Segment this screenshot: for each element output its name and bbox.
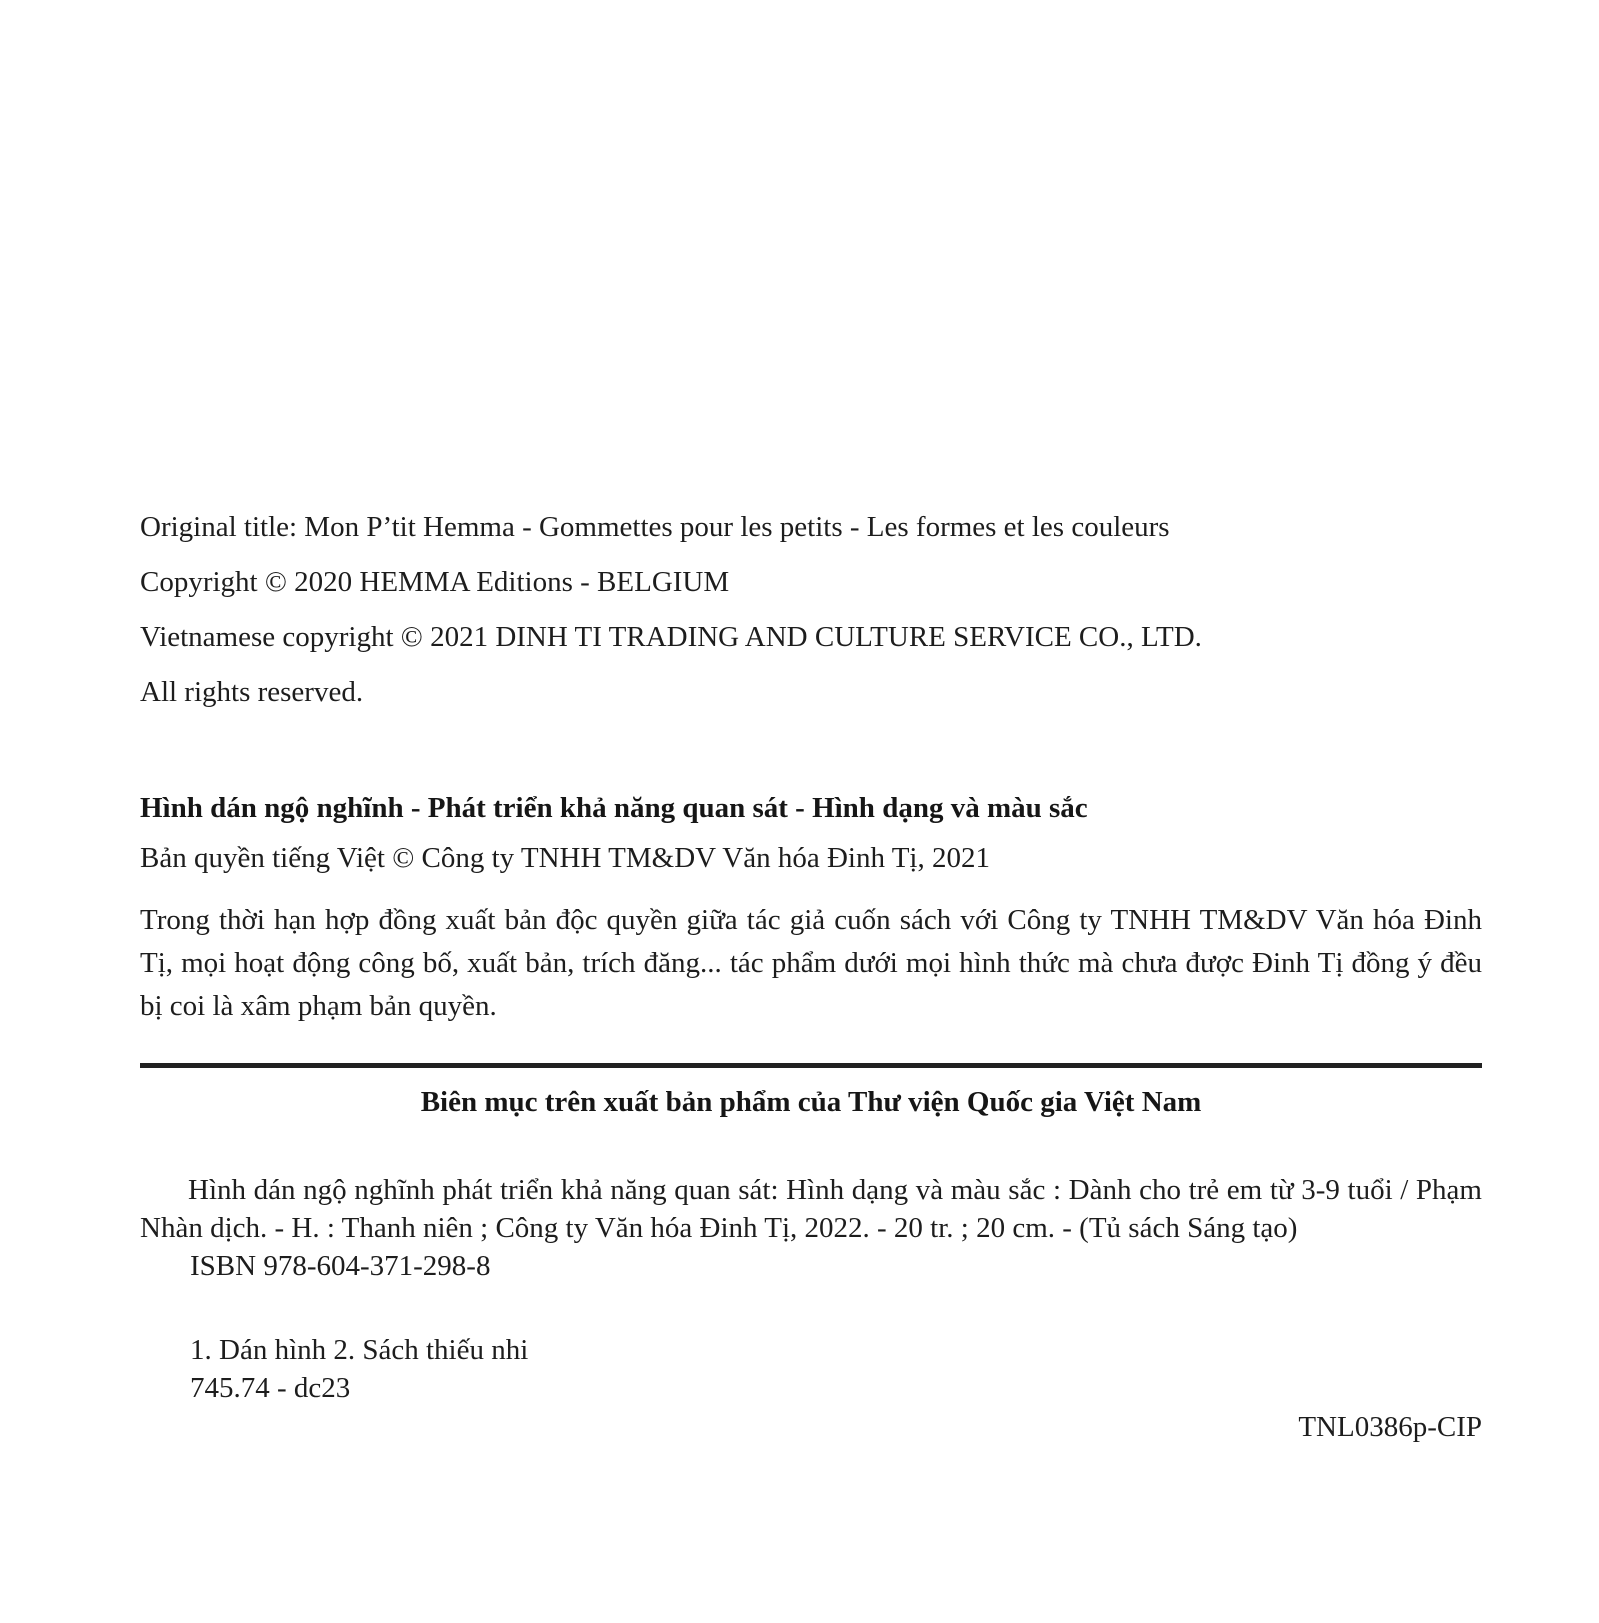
all-rights-reserved-line: All rights reserved. [140,676,364,708]
original-title-line: Original title: Mon P’tit Hemma - Gommettes pour les petits - Les formes et les couleurs [140,511,1170,543]
cip-record-code: TNL0386p-CIP [1298,1411,1482,1443]
cip-entry-paragraph: Hình dán ngộ nghĩnh phát triển khả năng quan sát: Hình dạng và màu sắc : Dành cho trẻ em từ 3-9 tuổi / Phạm Nhàn dịch. - H. : Thanh niên ; Công ty Văn hóa Đinh Tị, 2022. - 20 tr. ; 20 cm. - (Tủ sách Sáng tạo) [140,1174,1482,1244]
subject-entries-line: 1. Dán hình 2. Sách thiếu nhi [190,1334,529,1366]
cip-heading: Biên mục trên xuất bản phẩm của Thư viện Quốc gia Việt Nam [420,1086,1202,1118]
exclusivity-notice-paragraph: Trong thời hạn hợp đồng xuất bản độc quyền giữa tác giả cuốn sách với Công ty TNHH TM&DV Văn hóa Đinh Tị, mọi hoạt động công bố, xuất bản, trích đăng... tác phẩm dưới mọi hình thức mà chưa được Đinh Tị đồng ý đều bị coi là xâm phạm bản quyền. [140,904,1482,1022]
vn-edition-copyright-line: Bản quyền tiếng Việt © Công ty TNHH TM&DV Văn hóa Đinh Tị, 2021 [140,842,990,874]
section-divider-rule [140,1063,1482,1068]
ddc-classification-line: 745.74 - dc23 [190,1372,351,1404]
isbn-line: ISBN 978-604-371-298-8 [190,1250,491,1282]
copyright-line: Copyright © 2020 HEMMA Editions - BELGIUM [140,566,730,598]
vietnamese-copyright-line: Vietnamese copyright © 2021 DINH TI TRADING AND CULTURE SERVICE CO., LTD. [140,621,1202,653]
book-title-line: Hình dán ngộ nghĩnh - Phát triển khả năng quan sát - Hình dạng và màu sắc [140,792,1088,824]
page-content [140,500,1482,1446]
